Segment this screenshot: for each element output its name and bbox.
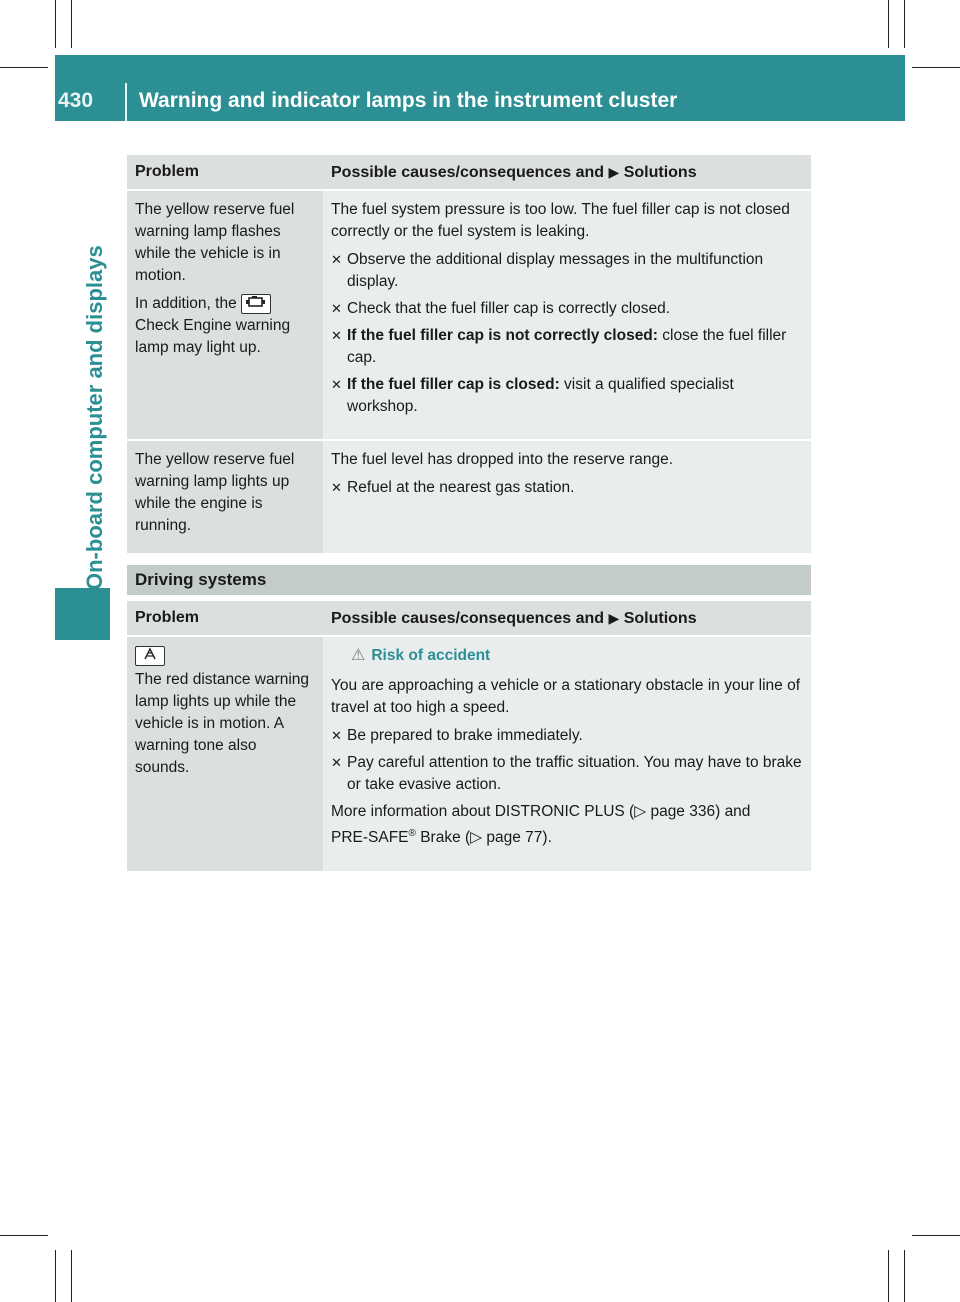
more-info-text — [331, 801, 803, 849]
column-header-problem: Problem — [127, 155, 323, 190]
bullet-arrow-icon: ✕ — [331, 252, 342, 267]
problem-cell — [127, 636, 323, 872]
list-item — [331, 725, 803, 747]
crop-mark — [888, 0, 889, 48]
table-header-row — [127, 155, 811, 190]
page-ref-icon: ▷ — [470, 829, 483, 847]
arrow-right-icon: ▶ — [608, 163, 620, 180]
cause-text: You are approaching a vehicle or a stationary obstacle in your line of travel at too high a speed. — [331, 677, 801, 716]
distance-warning-icon-wrap — [135, 645, 315, 667]
chapter-side-label: On-board computer and displays — [82, 245, 107, 590]
column-header-solutions-text: Possible causes/consequences and — [331, 609, 605, 627]
warning-triangle-icon: ⚠ — [351, 647, 366, 664]
solution-cell — [323, 636, 811, 872]
side-tab-marker — [55, 588, 110, 640]
crop-mark — [888, 1250, 889, 1302]
step-text: Be prepared to brake immediately. — [347, 727, 583, 744]
bullet-arrow-icon: ✕ — [331, 480, 342, 495]
list-item — [331, 477, 803, 499]
page-ref-link[interactable]: page 336) and — [646, 803, 751, 820]
cause-text: The fuel system pressure is too low. The fuel filler cap is not closed correctly or the fuel system is leaking. — [331, 201, 790, 240]
arrow-right-icon: ▶ — [608, 609, 620, 626]
registered-mark: ® — [408, 828, 416, 839]
table-row — [127, 636, 811, 872]
table-row — [127, 440, 811, 554]
crop-mark — [904, 1250, 905, 1302]
problem-text: The yellow reserve fuel warning lamp lights up while the engine is running. — [135, 451, 295, 534]
solution-cell — [323, 440, 811, 554]
step-text: Pay careful attention to the traffic situation. You may have to brake or take evasive action. — [347, 754, 802, 793]
distance-warning-icon — [135, 646, 165, 666]
fuel-lamp-table — [127, 155, 811, 555]
crop-mark — [71, 1250, 72, 1302]
problem-note-suffix: Check Engine warning lamp may light up. — [135, 317, 291, 356]
more-info-part: PRE-SAFE — [331, 829, 409, 847]
step-condition: If the fuel filler cap is closed: — [347, 376, 560, 393]
problem-note — [135, 293, 315, 359]
bullet-arrow-icon: ✕ — [331, 755, 342, 770]
column-header-solutions — [323, 601, 811, 636]
table-row — [127, 190, 811, 440]
crop-mark — [0, 1235, 48, 1236]
problem-cell — [127, 190, 323, 440]
step-text: visit a qualified specialist workshop. — [347, 376, 734, 415]
crop-mark — [912, 1235, 960, 1236]
warning-heading — [331, 645, 803, 667]
crop-mark — [912, 67, 960, 68]
problem-note-prefix: In addition, the — [135, 295, 237, 312]
bullet-arrow-icon: ✕ — [331, 301, 342, 316]
check-engine-icon — [241, 294, 271, 314]
crop-mark — [71, 0, 72, 48]
list-item — [331, 325, 803, 369]
bullet-arrow-icon: ✕ — [331, 328, 342, 343]
list-item — [331, 752, 803, 796]
problem-text: The yellow reserve fuel warning lamp flashes while the vehicle is in motion. — [135, 201, 295, 284]
more-info-part: Brake ( — [415, 829, 471, 847]
page-header — [55, 55, 905, 121]
section-heading: Driving systems — [127, 565, 811, 595]
table-header-row — [127, 601, 811, 636]
column-header-solutions-suffix: Solutions — [623, 609, 697, 627]
warning-title: Risk of accident — [371, 647, 491, 664]
driving-systems-table — [127, 601, 811, 873]
step-condition: If the fuel filler cap is not correctly closed: — [347, 327, 658, 344]
page-ref-icon: ▷ — [634, 803, 647, 820]
column-header-solutions-suffix: Solutions — [623, 163, 697, 181]
step-text: Check that the fuel filler cap is correctly closed. — [347, 300, 671, 317]
column-header-problem: Problem — [127, 601, 323, 636]
list-item — [331, 374, 803, 418]
more-info-part: More information about DISTRONIC PLUS ( — [331, 803, 635, 820]
step-text: Refuel at the nearest gas station. — [347, 479, 575, 496]
cause-text: The fuel level has dropped into the reserve range. — [331, 451, 674, 468]
column-header-solutions — [323, 155, 811, 190]
crop-mark — [55, 0, 56, 48]
bullet-arrow-icon: ✕ — [331, 377, 342, 392]
page-title: Warning and indicator lamps in the instrument cluster — [139, 89, 678, 112]
crop-mark — [0, 67, 48, 68]
page-ref-link[interactable]: page 77). — [482, 829, 552, 847]
step-text: Observe the additional display messages in the multifunction display. — [347, 251, 764, 290]
list-item — [331, 249, 803, 293]
solution-cell — [323, 190, 811, 440]
step-text: close the fuel filler cap. — [347, 327, 787, 366]
problem-text: The red distance warning lamp lights up while the vehicle is in motion. A warning tone also sounds. — [135, 671, 310, 776]
crop-mark — [904, 0, 905, 48]
column-header-solutions-text: Possible causes/consequences and — [331, 163, 605, 181]
bullet-arrow-icon: ✕ — [331, 728, 342, 743]
crop-mark — [55, 1250, 56, 1302]
list-item — [331, 298, 803, 320]
page-number: 430 — [55, 83, 127, 121]
problem-cell — [127, 440, 323, 554]
